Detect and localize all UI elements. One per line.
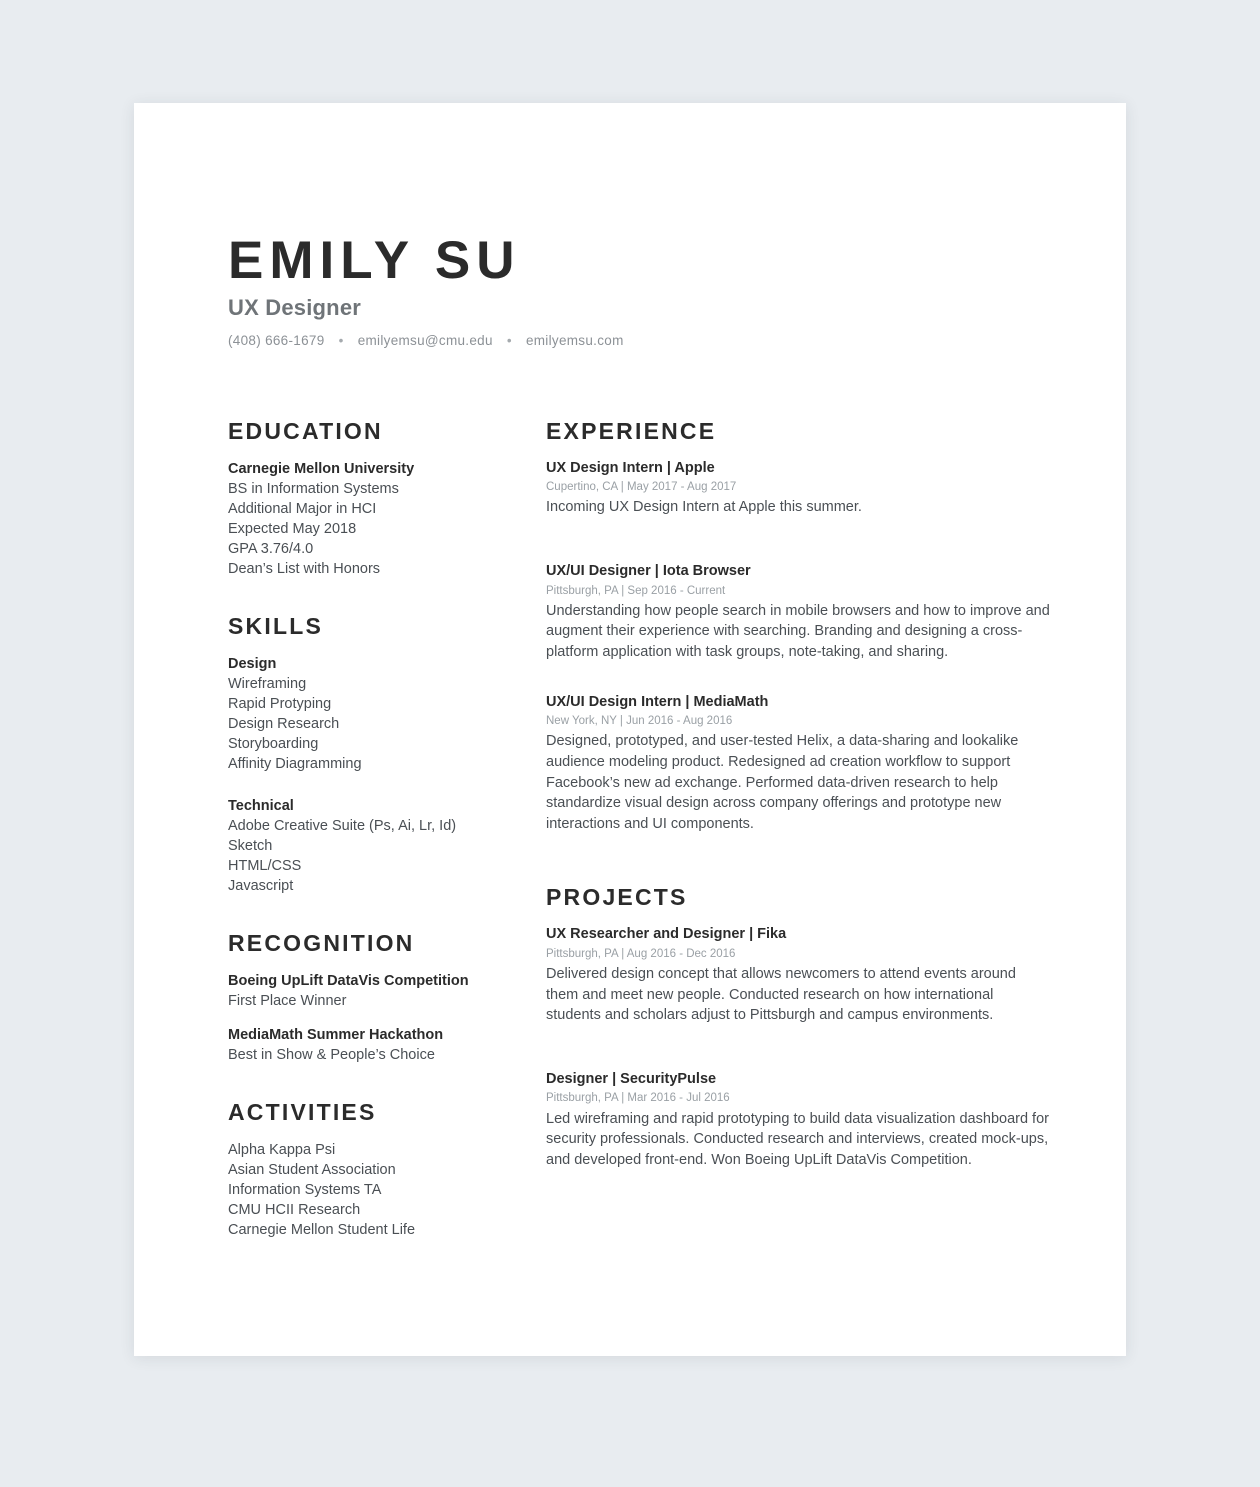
contact-line <box>228 333 1052 348</box>
skill-item: HTML/CSS <box>228 857 302 874</box>
skill-item: Javascript <box>228 877 294 894</box>
project-title: Designer | SecurityPulse <box>546 1070 717 1087</box>
section-education <box>228 418 528 579</box>
section-heading-recognition: RECOGNITION <box>228 929 415 956</box>
activity-item: Information Systems TA <box>228 1181 382 1198</box>
left-column <box>228 418 528 1274</box>
skills-group-technical <box>228 796 528 896</box>
spacer <box>546 1042 1052 1070</box>
experience-title: UX/UI Designer | Iota Browser <box>546 563 751 580</box>
experience-meta: Pittsburgh, PA | Sep 2016 - Current <box>546 584 726 597</box>
spacer <box>228 1011 528 1025</box>
project-meta: Pittsburgh, PA | Aug 2016 - Dec 2016 <box>546 947 736 960</box>
resume-content <box>228 233 1052 1274</box>
skills-group-label: Technical <box>228 797 294 814</box>
spacer <box>546 679 1052 693</box>
activity-item: Asian Student Association <box>228 1161 396 1178</box>
project-description: Delivered design concept that allows newcomers to attend events around them and meet new people. Conducted research on how international students and scholars adjust to Pittsburgh and campus environments. <box>546 966 1016 1024</box>
skill-item: Sketch <box>228 837 273 854</box>
experience-entry <box>546 562 1052 663</box>
experience-title: UX/UI Design Intern | MediaMath <box>546 693 769 710</box>
resume-page <box>134 103 1126 1356</box>
email-address[interactable]: emilyemsu@cmu.edu <box>357 332 493 348</box>
skill-item: Adobe Creative Suite (Ps, Ai, Lr, Id) <box>228 817 457 834</box>
recognition-name: MediaMath Summer Hackathon <box>228 1026 444 1043</box>
phone-number: (408) 666-1679 <box>228 332 325 348</box>
section-heading-education: EDUCATION <box>228 417 383 444</box>
activity-item: CMU HCII Research <box>228 1201 361 1218</box>
project-entry <box>546 1070 1052 1171</box>
section-recognition <box>228 930 528 1065</box>
skills-group-label: Design <box>228 655 277 672</box>
skill-item: Rapid Protyping <box>228 695 332 712</box>
project-entry <box>546 925 1052 1026</box>
section-activities <box>228 1099 528 1240</box>
education-line: Dean’s List with Honors <box>228 560 381 577</box>
project-title: UX Researcher and Designer | Fika <box>546 926 787 943</box>
experience-title: UX Design Intern | Apple <box>546 459 715 476</box>
section-heading-experience: EXPERIENCE <box>546 417 717 444</box>
spacer <box>546 852 1052 884</box>
recognition-detail: Best in Show & People’s Choice <box>228 1046 435 1063</box>
experience-description: Designed, prototyped, and user-tested Helix, a data-sharing and lookalike audience modeling product. Redesigned ad creation workflow to support Facebook’s new ad exchange. Performed data-driven research to help standardize visual design across company offerings and prototype new interactions and UI components. <box>546 733 1019 832</box>
education-line: Expected May 2018 <box>228 520 357 537</box>
two-column-body <box>228 418 1052 1274</box>
section-heading-projects: PROJECTS <box>546 884 688 911</box>
experience-meta: New York, NY | Jun 2016 - Aug 2016 <box>546 715 733 728</box>
spacer <box>546 534 1052 562</box>
spacer <box>228 774 528 796</box>
job-role-subtitle: UX Designer <box>228 294 362 320</box>
section-heading-activities: ACTIVITIES <box>228 1098 377 1125</box>
education-school: Carnegie Mellon University <box>228 460 415 477</box>
skill-item: Wireframing <box>228 675 307 692</box>
experience-entry <box>546 693 1052 835</box>
experience-description: Understanding how people search in mobile browsers and how to improve and augment their experience with searching. Branding and designing a cross-platform application with task groups, note-taking, and sharing. <box>546 602 1050 660</box>
page-title: EMILY SU <box>228 231 521 290</box>
website-link[interactable]: emilyemsu.com <box>525 332 624 348</box>
section-skills <box>228 613 528 896</box>
activity-item: Alpha Kappa Psi <box>228 1141 336 1158</box>
recognition-detail: First Place Winner <box>228 992 347 1009</box>
right-column <box>528 418 1052 1274</box>
education-line: GPA 3.76/4.0 <box>228 540 314 557</box>
activity-item: Carnegie Mellon Student Life <box>228 1221 416 1238</box>
education-line: Additional Major in HCI <box>228 500 377 517</box>
recognition-item <box>228 971 528 1011</box>
section-projects <box>546 884 1052 1170</box>
skill-item: Affinity Diagramming <box>228 755 362 772</box>
experience-entry <box>546 459 1052 518</box>
recognition-item <box>228 1025 528 1065</box>
bullet-separator-icon: • <box>506 332 512 348</box>
section-experience <box>546 418 1052 835</box>
project-meta: Pittsburgh, PA | Mar 2016 - Jul 2016 <box>546 1092 730 1105</box>
skills-group-design <box>228 654 528 774</box>
experience-meta: Cupertino, CA | May 2017 - Aug 2017 <box>546 481 737 494</box>
recognition-name: Boeing UpLift DataVis Competition <box>228 972 469 989</box>
skill-item: Design Research <box>228 715 340 732</box>
section-heading-skills: SKILLS <box>228 612 323 639</box>
education-line: BS in Information Systems <box>228 480 399 497</box>
bullet-separator-icon: • <box>338 332 344 348</box>
experience-description: Incoming UX Design Intern at Apple this summer. <box>546 499 862 516</box>
project-description: Led wireframing and rapid prototyping to build data visualization dashboard for security professionals. Conducted research and interviews, created mock-ups, and developed front-end. Won Boeing UpLift DataVis Competition. <box>546 1110 1049 1168</box>
skill-item: Storyboarding <box>228 735 319 752</box>
